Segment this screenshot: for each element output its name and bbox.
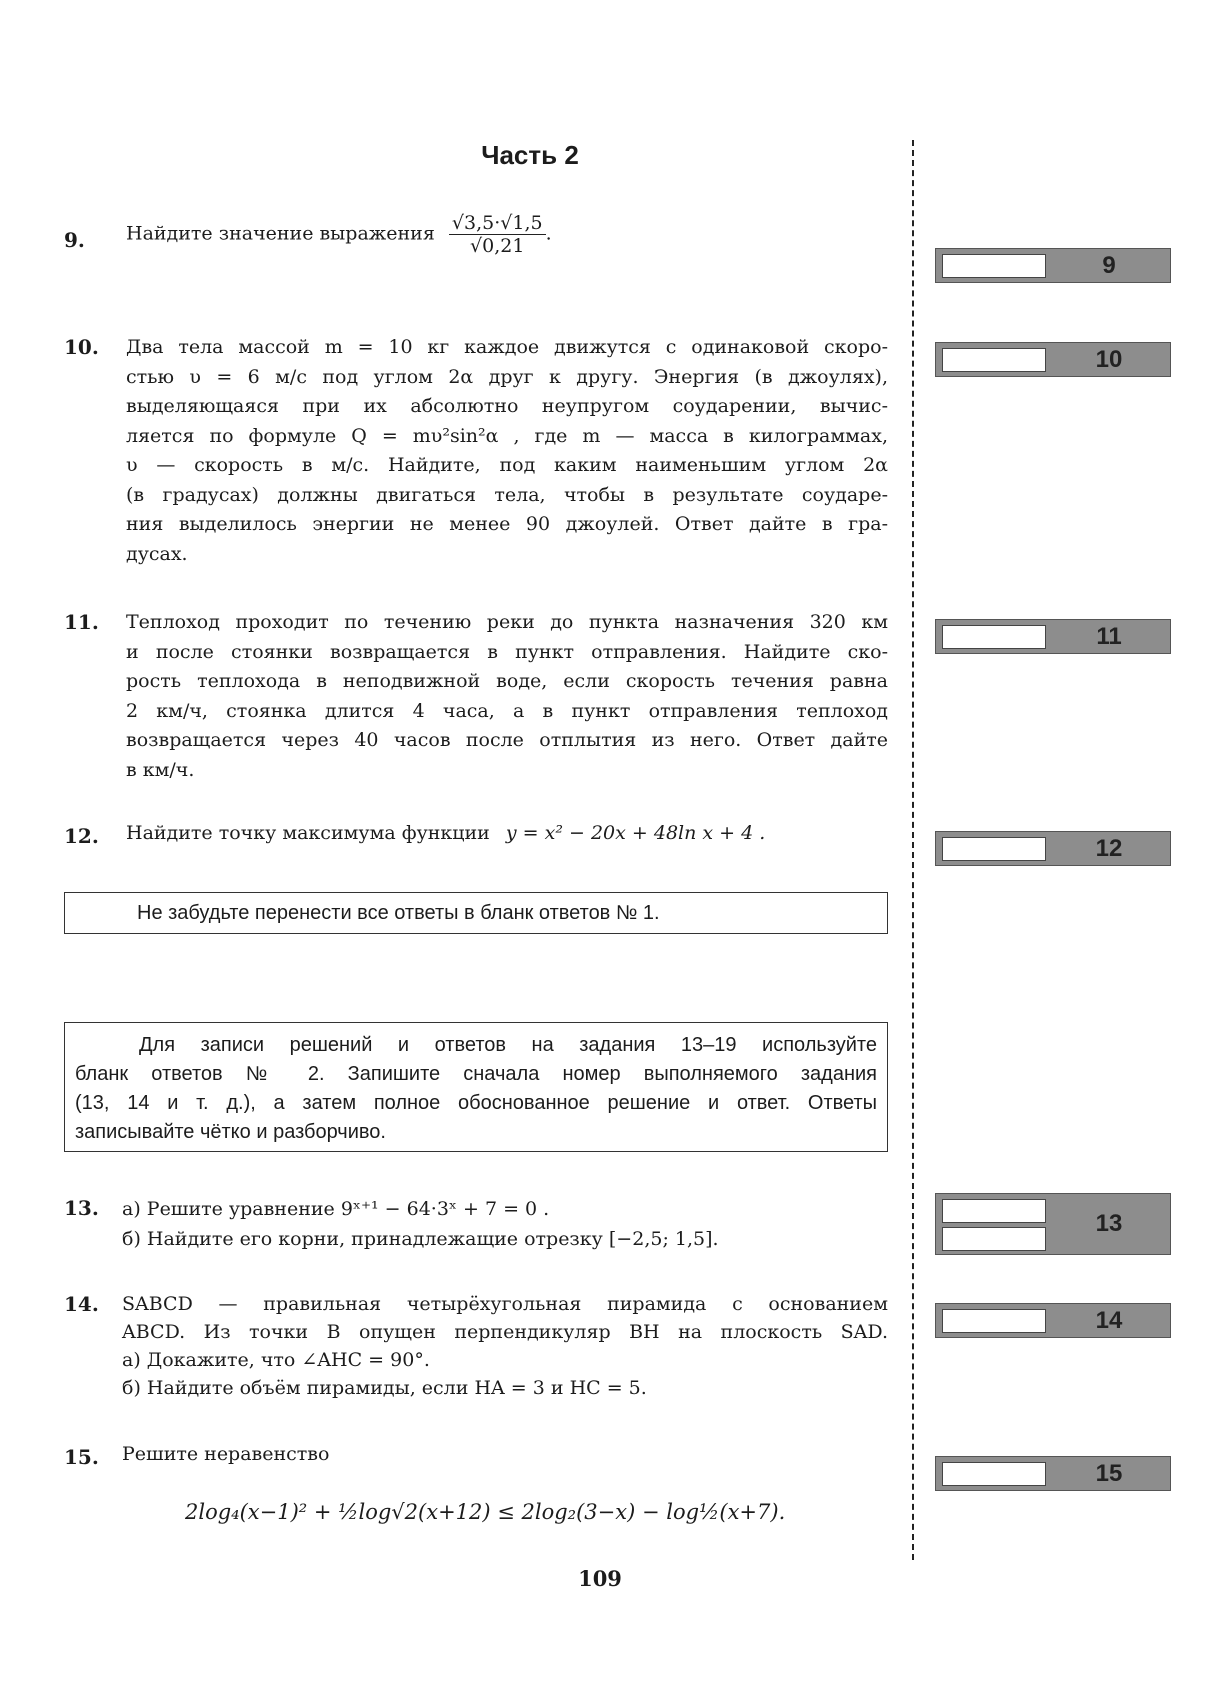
task-12-text	[126, 822, 886, 844]
notice-line: (13, 14 и т. д.), а затем полное обоснованное решение и ответ. Ответы	[75, 1092, 877, 1114]
task-9-fraction	[449, 212, 546, 257]
answer-field-14[interactable]	[942, 1309, 1046, 1333]
task-14-text	[122, 1290, 888, 1402]
task-11-line: рость теплохода в неподвижной воде, если скорость течения равна	[126, 670, 888, 692]
task-9-denominator: √0,21	[470, 235, 525, 257]
answer-field-13a[interactable]	[942, 1199, 1046, 1223]
task-10-line: дусах.	[126, 542, 188, 565]
answer-label-15: 15	[1095, 1460, 1123, 1487]
answer-box-9	[935, 248, 1171, 283]
page-heading: Часть 2	[481, 140, 579, 170]
answer-box-12	[935, 831, 1171, 866]
task-13-text	[122, 1194, 882, 1254]
task-14-part-b: б) Найдите объём пирамиды, если HA = 3 и HC = 5.	[122, 1377, 647, 1399]
task-11-line: и после стоянки возвращается в пункт отправления. Найдите ско-	[126, 640, 888, 663]
answer-label-14: 14	[1095, 1307, 1123, 1334]
task-9-number: 9.	[64, 228, 85, 252]
task-11-line: в км/ч.	[126, 758, 195, 781]
notice-line: Для записи решений и ответов на задания 13–19 используйте	[139, 1034, 877, 1056]
task-14-part-a: а) Докажите, что ∠AHC = 90°.	[122, 1349, 430, 1371]
task-10-line: Два тела массой m = 10 кг каждое движутся с одинаковой скоро-	[126, 336, 888, 358]
task-11-text	[126, 608, 888, 785]
answer-label-12: 12	[1095, 835, 1123, 862]
task-10-line: ляется по формуле Q = mυ²sin²α , где m — масса в килограммах,	[126, 424, 888, 447]
answer-field-11[interactable]	[942, 625, 1046, 649]
task-9-text	[126, 212, 646, 257]
page-number: 109	[578, 1566, 622, 1591]
notice-solutions-instructions	[64, 1022, 888, 1152]
answer-label-13: 13	[1095, 1210, 1123, 1237]
task-11-line: Теплоход проходит по течению реки до пункта назначения 320 км	[126, 611, 888, 633]
task-10-line: выделяющаяся при их абсолютно неупругом соударении, вычис-	[126, 395, 888, 417]
task-9-prompt: Найдите значение выражения	[126, 222, 435, 245]
task-12-number: 12.	[64, 824, 99, 848]
cut-line	[912, 140, 914, 1560]
task-11-line: 2 км/ч, стоянка длится 4 часа, а в пункт отправления теплоход	[126, 699, 888, 722]
answer-field-9[interactable]	[942, 254, 1046, 278]
answer-box-11	[935, 619, 1171, 654]
answer-label-10: 10	[1095, 346, 1123, 373]
task-11-line: возвращается через 40 часов после отплытия из него. Ответ дайте	[126, 729, 888, 751]
answer-box-13	[935, 1193, 1171, 1255]
answer-field-13b[interactable]	[942, 1227, 1046, 1251]
task-12-prompt: Найдите точку максимума функции	[126, 822, 490, 844]
task-13-part-b: б) Найдите его корни, принадлежащие отрезку [−2,5; 1,5].	[122, 1228, 719, 1250]
task-15-formula: 2log₄(x−1)² + ½log√2(x+12) ≤ 2log₂(3−x) − log½(x+7).	[185, 1500, 786, 1524]
task-14-line: ABCD. Из точки B опущен перпендикуляр BH на плоскость SAD.	[122, 1321, 888, 1343]
notice-line: бланк ответов № 2. Запишите сначала номер выполняемого задания	[75, 1063, 877, 1085]
task-12-formula: y = x² − 20x + 48ln x + 4 .	[505, 822, 766, 844]
answer-label-9: 9	[1102, 252, 1116, 279]
task-9-end: .	[545, 222, 552, 245]
answer-field-12[interactable]	[942, 837, 1046, 861]
task-10-line: ния выделилось энергии не менее 90 джоулей. Ответ дайте в гра-	[126, 513, 888, 535]
answer-box-15	[935, 1456, 1171, 1491]
task-14-line: SABCD — правильная четырёхугольная пирамида с основанием	[122, 1293, 888, 1315]
task-13-part-a: а) Решите уравнение 9ˣ⁺¹ − 64·3ˣ + 7 = 0 .	[122, 1198, 550, 1220]
notice-transfer-answers	[64, 892, 888, 934]
task-9-numerator: √3,5·√1,5	[449, 212, 546, 235]
task-14-number: 14.	[64, 1292, 99, 1316]
answer-label-11: 11	[1096, 623, 1122, 650]
task-10-line: стью υ = 6 м/с под углом 2α друг к другу. Энергия (в джоулях),	[126, 365, 888, 388]
task-13-number: 13.	[64, 1196, 99, 1220]
answer-field-15[interactable]	[942, 1462, 1046, 1486]
task-15-prompt: Решите неравенство	[122, 1443, 330, 1465]
answer-box-14	[935, 1303, 1171, 1338]
task-15-number: 15.	[64, 1445, 99, 1469]
task-10-line: υ — скорость в м/с. Найдите, под каким наименьшим углом 2α	[126, 454, 888, 476]
notice-line: записывайте чётко и разборчиво.	[75, 1121, 386, 1143]
task-10-text	[126, 333, 888, 569]
task-10-number: 10.	[64, 335, 99, 359]
task-10-line: (в градусах) должны двигаться тела, чтобы в результате соударе-	[126, 483, 888, 506]
answer-box-10	[935, 342, 1171, 377]
notice-transfer-text: Не забудьте перенести все ответы в бланк ответов № 1.	[137, 902, 660, 924]
task-11-number: 11.	[64, 610, 99, 634]
answer-field-10[interactable]	[942, 348, 1046, 372]
